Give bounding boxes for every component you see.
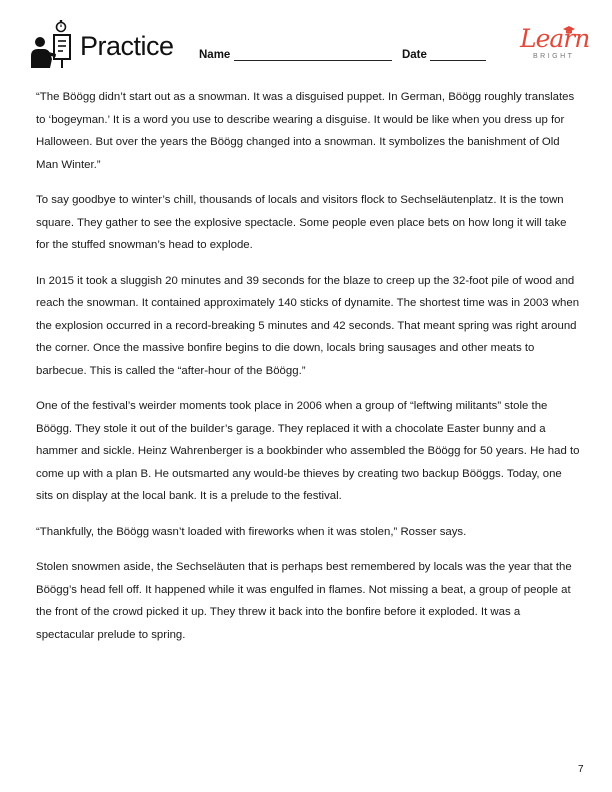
paragraph: To say goodbye to winter’s chill, thousands of locals and visitors flock to Sechseläutenplatz. It is the town square. They gather to see the explosive spectacle. Some people even place bets on how long it will take for the stuffed snowman’s head to explode.: [36, 194, 567, 251]
article-body: [36, 86, 581, 659]
logo-learn-text: Learn: [520, 24, 590, 53]
paragraph: “Thankfully, the Böögg wasn’t loaded with fireworks when it was stolen,” Rosser says.: [36, 525, 467, 538]
page-number: 7: [578, 764, 584, 775]
name-label: Name: [199, 49, 231, 61]
paragraph: One of the festival’s weirder moments took place in 2006 when a group of “leftwing militants” stole the Böögg. They stole it out of the builder’s garage. They replaced it with a chocolate Easter bunny and a hammer and sickle. Heinz Wahrenberger is a bookbinder who assembled the Böögg for 50 years. He had to come up with a plan B. He outsmarted any would-be thieves by creating two backup Bööggs. Today, one sits on display at the local bank. It is a prelude to the festival.: [36, 400, 580, 502]
name-field[interactable]: [234, 48, 392, 61]
name-date-fields: [199, 48, 486, 61]
person-at-whiteboard-icon: [30, 18, 74, 70]
paragraph: Stolen snowmen aside, the Sechseläuten that is perhaps best remembered by locals was the year that the Böögg’s head fell off. It happened while it was engulfed in flames. Not missing a beat, a group of people at the front of the crowd picked it up. They threw it back into the bonfire before it exploded. It was a spectacular prelude to spring.: [36, 561, 572, 641]
learn-bright-logo: [512, 24, 590, 68]
date-label: Date: [401, 49, 427, 61]
paragraph: In 2015 it took a sluggish 20 minutes and 39 seconds for the blaze to creep up the 32-foot pile of wood and reach the snowman. It contained approximately 140 sticks of dynamite. The shortest time was in 2003 when the explosion occurred in a record-breaking 5 minutes and 42 seconds. That meant spring was right around the corner. Once the massive bonfire begins to die down, locals bring sausages and other meats to barbecue. This is called the “after-hour of the Böögg.”: [36, 274, 580, 377]
paragraph: “The Böögg didn’t start out as a snowman. It was a disguised puppet. In German, Böögg roughly translates to ‘bogeyman.’ It is a word you use to describe wearing a disguise. It would be like when you dress up for Halloween. But over the years the Böögg changed into a snowman. It symbolizes the banishment of Old Man Winter.”: [36, 91, 575, 171]
page-title: Practice: [80, 31, 174, 61]
date-field[interactable]: [430, 48, 486, 61]
logo-bright-text: BRIGHT: [533, 53, 575, 60]
page-header: [0, 0, 612, 78]
